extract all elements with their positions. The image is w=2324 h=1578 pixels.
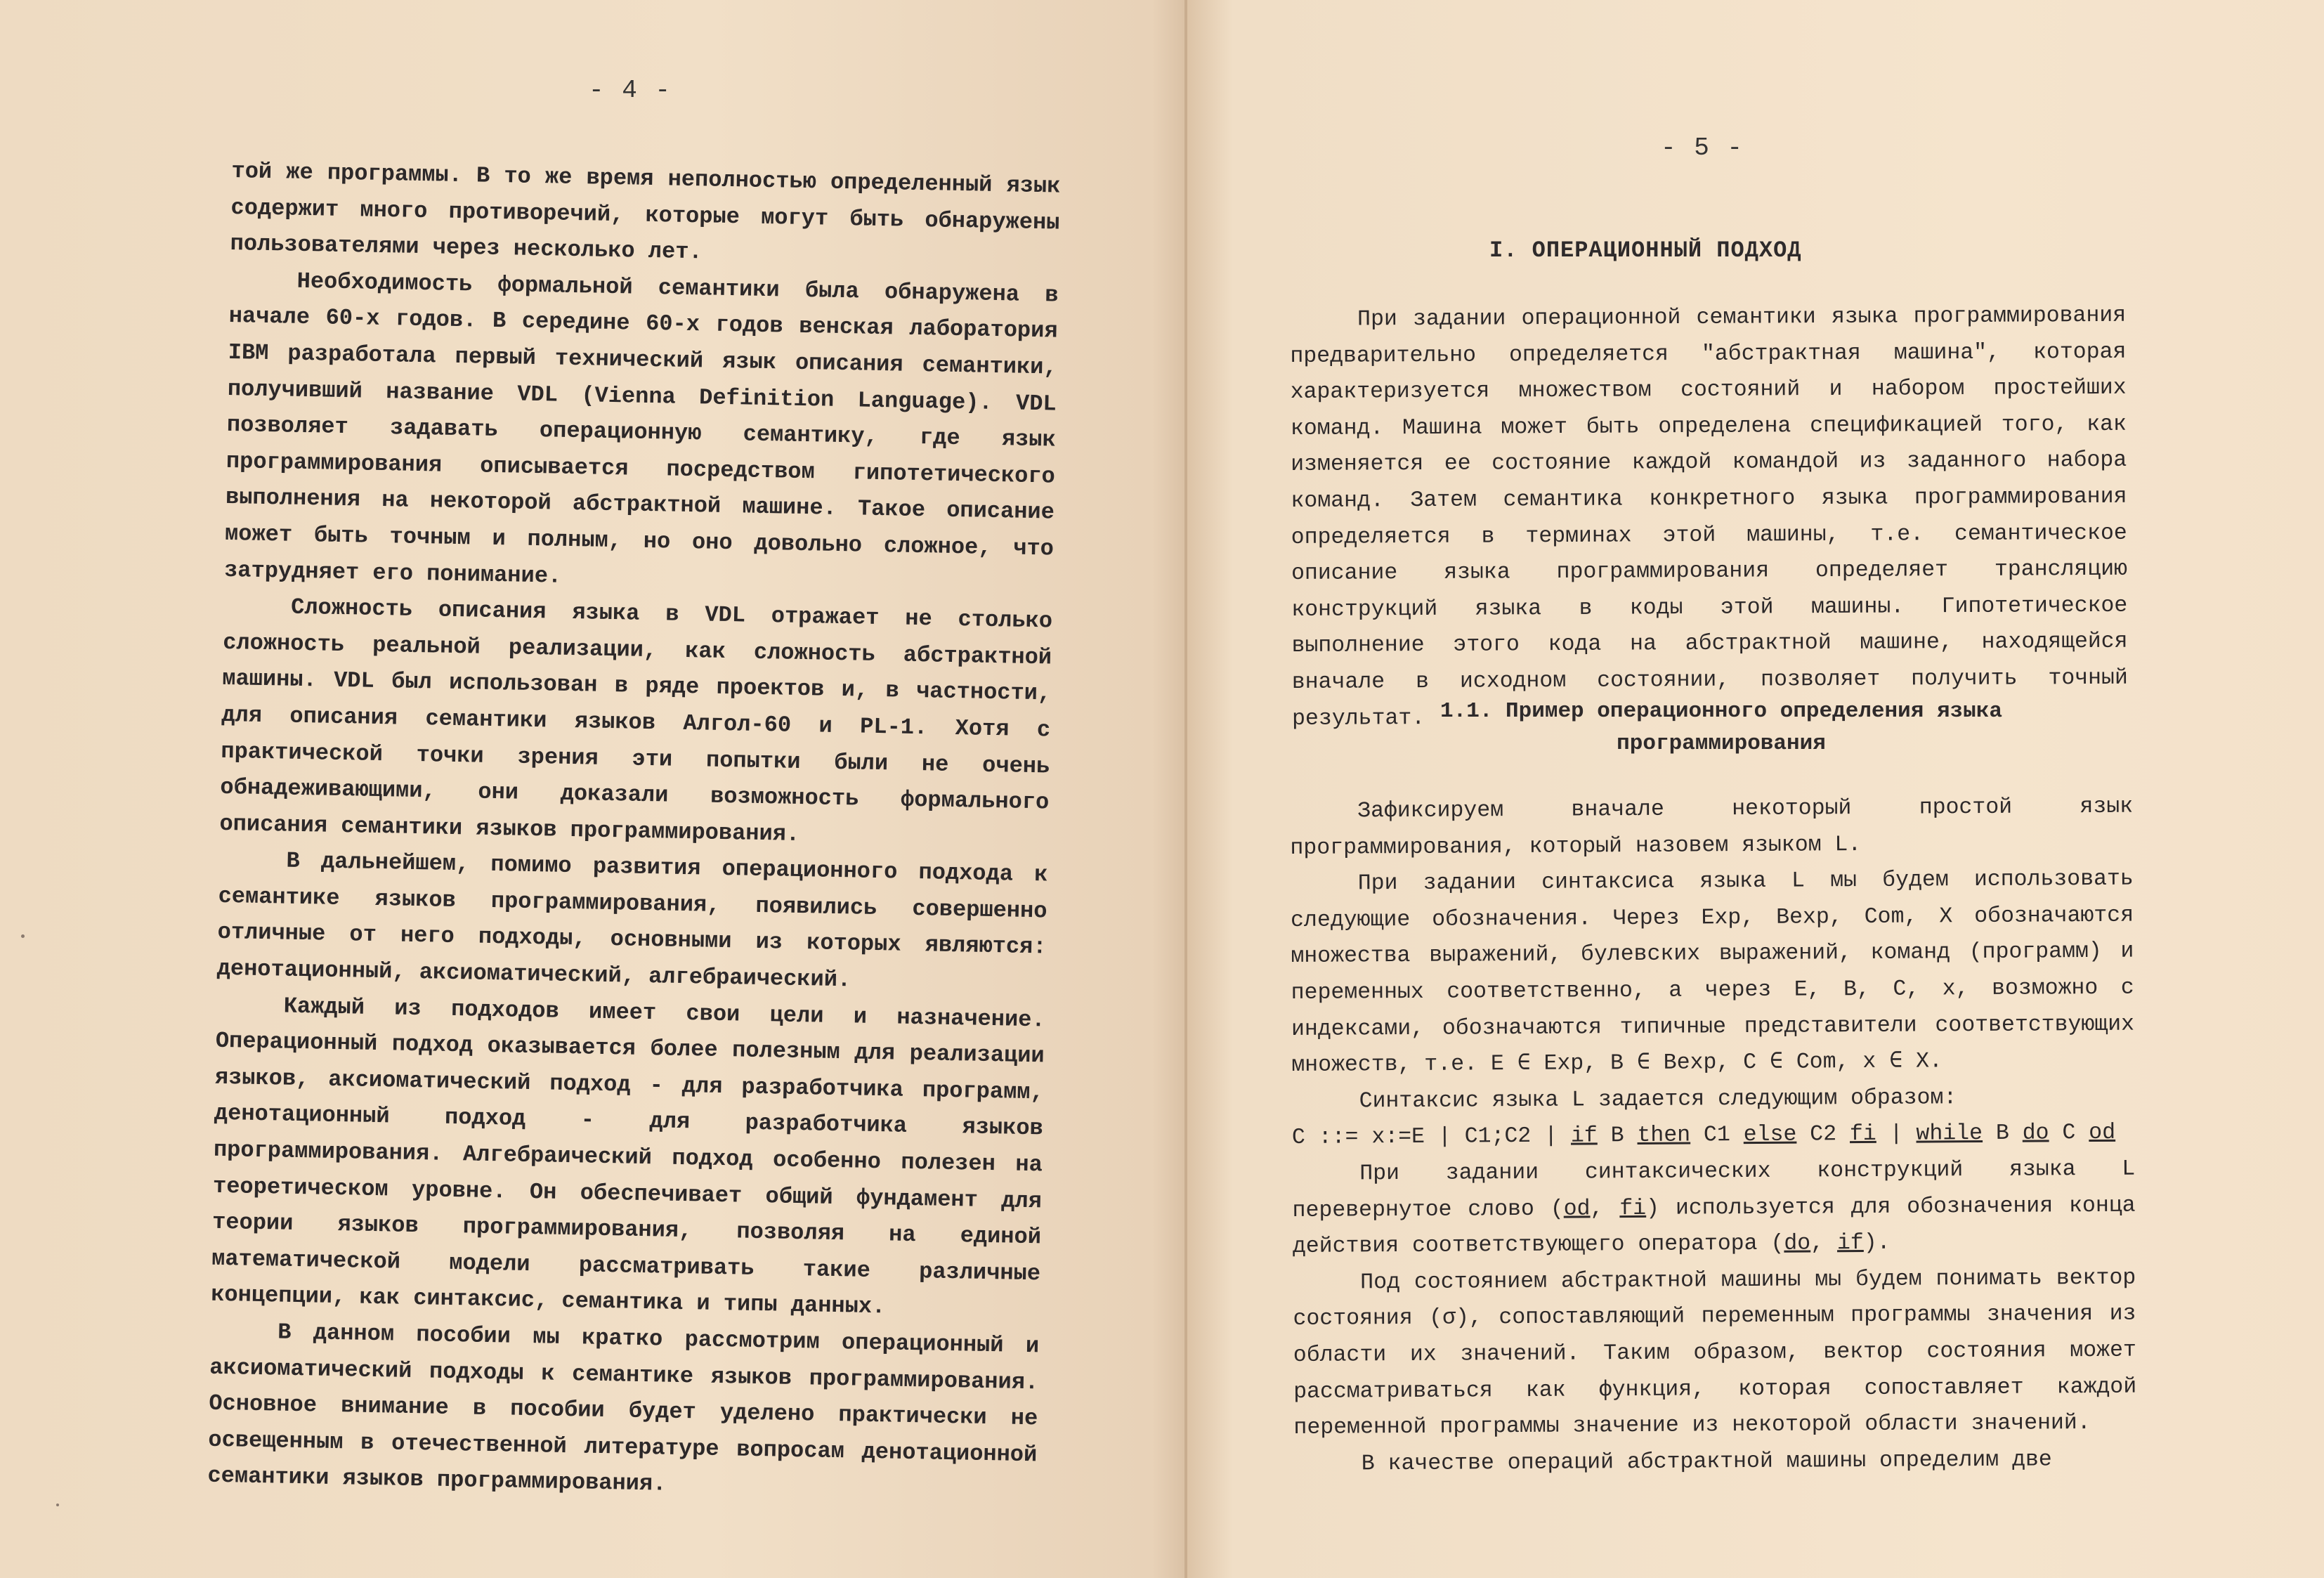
paragraph: Необходимость формальной семантики была обнаружена в начале 60-х годов. В середине 60-х годов венская лаборатория IBM разработала первый технический язык описания семантики, получивший название VDL (Vienna Definition Language). VDL позволяет задавать операционную семантику, где язык программирования описывается посредством гипотетического выполнения на некоторой абстрактной машине. Такое описание может быть точным и полным, но оно довольно сложное, что затрудняет его понимание. bbox=[223, 268, 1059, 589]
paper-speck bbox=[21, 934, 25, 938]
keyword: do bbox=[1784, 1231, 1811, 1256]
keyword: fi bbox=[1619, 1196, 1647, 1221]
right-page-body bbox=[1290, 789, 2137, 1483]
syntax-part: C2 bbox=[1796, 1122, 1850, 1147]
syntax-part: | bbox=[1876, 1121, 1917, 1147]
syntax-part: B bbox=[1982, 1121, 2023, 1147]
text-part: , bbox=[1590, 1196, 1620, 1221]
paragraph: Зафиксируем вначале некоторый простой язык программирования, который назовем языком L. bbox=[1290, 794, 2134, 861]
keyword: do bbox=[2022, 1121, 2049, 1146]
syntax-rule bbox=[1292, 1115, 2135, 1156]
syntax-part: C bbox=[2049, 1121, 2089, 1146]
keyword: od bbox=[2089, 1121, 2116, 1146]
section-title-line: 1.1. Пример операционного определения языка bbox=[1440, 699, 2002, 724]
paragraph: В дальнейшем, помимо развития операционного подхода к семантике языков программирования, появились совершенно отличные от него подходы, основными из которых являются: денотационный, аксиоматический, алгебраический. bbox=[216, 847, 1048, 993]
syntax-part: C1 bbox=[1690, 1123, 1744, 1148]
paragraph: При задании операционной семантики языка программирования предварительно определяется "абстрактная машина", которая характеризуется множеством состояний и набором простейших команд. Машина может быть определена спецификацией того, как изменяется ее состояние каждой командой из заданного набора команд. Затем семантика конкретного языка программирования определяется в терминах этой машины, т.е. семантическое описание языка программирования определяет трансляцию конструкций языка в коды этой машины. Гипотетическое выполнение этого кода на абстрактной машине, находящейся вначале в исходном состоянии, позволяет получить точный результат. bbox=[1290, 303, 2128, 731]
keyword: if bbox=[1836, 1231, 1864, 1256]
paragraph bbox=[1292, 1152, 2136, 1265]
chapter-title: I. ОПЕРАЦИОННЫЙ ПОДХОД bbox=[1489, 237, 1802, 263]
paragraph: В качестве операций абстрактной машины определим две bbox=[1361, 1447, 2052, 1477]
paper-speck bbox=[56, 1504, 59, 1506]
page-number-left: - 4 - bbox=[589, 76, 672, 105]
keyword: fi bbox=[1849, 1122, 1876, 1147]
keyword: while bbox=[1916, 1121, 1983, 1147]
paragraph: Каждый из подходов имеет свои цели и назначение. Операционный подход оказывается более полезным для реализации языков, аксиоматический подход - для разработчика программ, денотационный подход - для разработчика языков программирования. Алгебраический подход особенно полезен на теоретическом уровне. Он обеспечивает общий фундамент для теории языков программирования, позволяя на единой математической модели рассматривать такие различные концепции, как синтаксис, семантика и типы данных. bbox=[210, 993, 1045, 1320]
paragraph: При задании синтаксиса языка L мы будем использовать следующие обозначения. Через Exp, Bexp, Com, X обозначаются множества выражений, булевских выражений, команд (программ) и переменных соответственно, а через E, B, C, x, возможно с индексами, обозначаются типичные представители соответствующих множеств, т.е. E ∈ Exp, B ∈ Bexp, C ∈ Com, x ∈ X. bbox=[1290, 866, 2135, 1078]
text-part: , bbox=[1810, 1231, 1838, 1256]
text-part: ). bbox=[1863, 1230, 1891, 1256]
paragraph: Сложность описания языка в VDL отражает не столько сложность реальной реализации, как сложность абстрактной машины. VDL был использован в ряде проектов и, в частности, для описания семантики языков Алгол-60 и PL-1. Хотя с практической точки зрения эти попытки были не очень обнадеживающими, они доказали возможность формального описания семантики языков программирования. bbox=[219, 594, 1053, 847]
paragraph: Синтаксис языка L задается следующим образом: bbox=[1359, 1085, 1957, 1114]
section-title bbox=[1370, 696, 2072, 760]
right-page-intro bbox=[1290, 298, 2128, 737]
page-number-right: - 5 - bbox=[1661, 133, 1744, 162]
paragraph: В данном пособии мы кратко рассмотрим операционный и аксиоматический подходы к семантике языков программирования. Основное внимание в пособии будет уделено практически не освещенным в отечественной литературе вопросам денотационной семантики языков программирования. bbox=[207, 1319, 1040, 1498]
keyword: then bbox=[1637, 1123, 1691, 1149]
syntax-part: C ::= x:=E | C1;C2 | bbox=[1291, 1123, 1572, 1151]
syntax-part: B bbox=[1597, 1123, 1638, 1149]
text-part: При задании синтаксических конструкций языка L перевернутое слово ( bbox=[1292, 1156, 2136, 1223]
text-part: ) используется для обозначения конца действия соответствующего оператора ( bbox=[1292, 1193, 2136, 1260]
keyword: od bbox=[1563, 1196, 1591, 1222]
paragraph: той же программы. В то же время неполностью определенный язык содержит много противоречий, которые могут быть обнаружены пользователями через несколько лет. bbox=[230, 157, 1061, 266]
left-page-text bbox=[207, 153, 1061, 1509]
section-title-line: программирования bbox=[1617, 731, 1826, 756]
keyword: if bbox=[1570, 1123, 1598, 1149]
paragraph: Под состоянием абстрактной машины мы будем понимать вектор состояния (σ), сопоставляющий переменным программы значения из области их значений. Таким образом, вектор состояния может рассматриваться как функция, которая сопоставляет каждой переменной программы значение из некоторой области значений. bbox=[1293, 1265, 2137, 1441]
keyword: else bbox=[1743, 1122, 1797, 1148]
